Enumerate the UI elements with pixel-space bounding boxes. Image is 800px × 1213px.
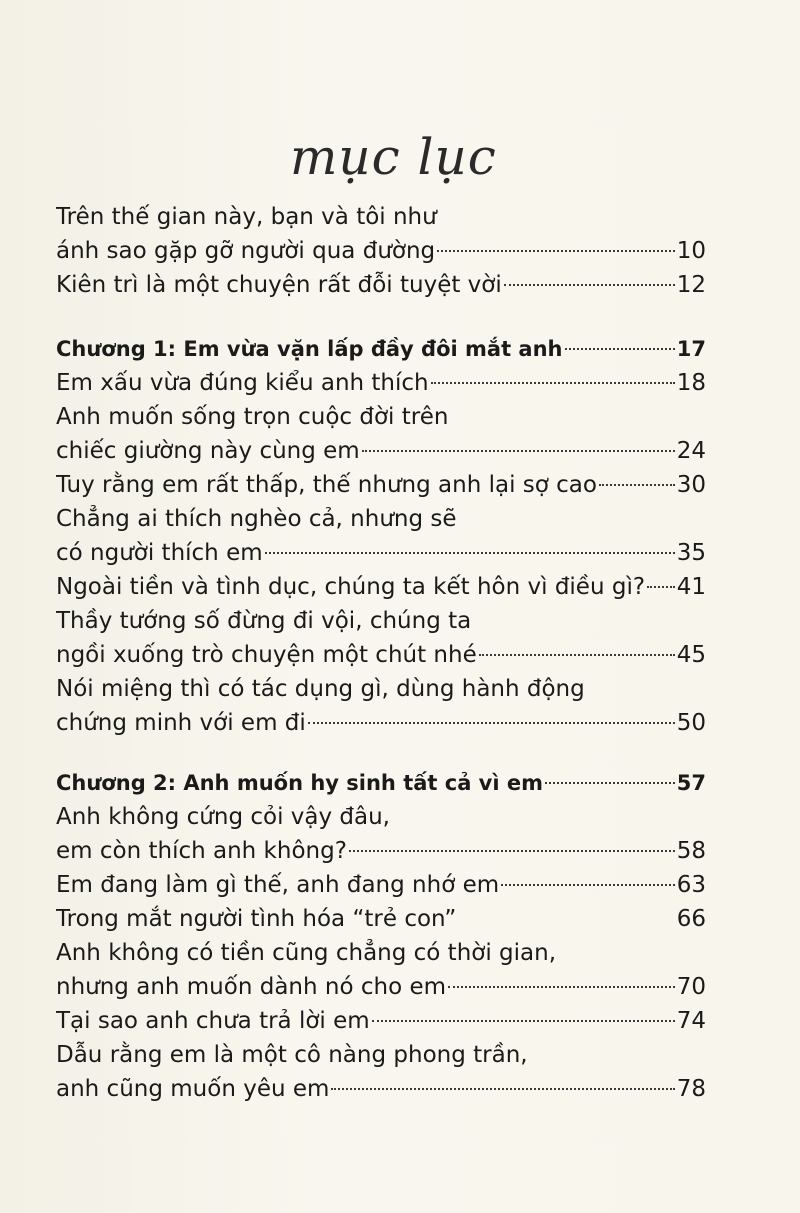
page-number: 57 [676,771,706,795]
toc-entry: Anh không có tiền cũng chẳng có thời gian, [56,940,557,966]
page-number: 18 [676,370,706,396]
toc-entry: Trong mắt người tình hóa “trẻ con” 66 [56,902,706,936]
page-number: 24 [676,438,706,464]
page-number: 50 [676,710,706,736]
toc-entry: chiếc giường này cùng em 24 [56,434,706,468]
page-number: 35 [676,540,706,566]
toc-entry: Dẫu rằng em là một cô nàng phong trần, [56,1042,528,1068]
toc-entry: Em đang làm gì thế, anh đang nhớ em 63 [56,868,706,902]
table-of-contents [56,200,706,1106]
toc-entry: ánh sao gặp gỡ người qua đường 10 [56,234,706,268]
page-number: 78 [676,1076,706,1102]
page-number: 41 [676,574,706,600]
page-number: 63 [676,872,706,898]
toc-entry: chứng minh với em đi 50 [56,706,706,740]
toc-entry: Kiên trì là một chuyện rất đỗi tuyệt vời 12 [56,268,706,302]
page-number: 58 [676,838,706,864]
page-number: 17 [676,337,706,361]
page-number: 45 [676,642,706,668]
toc-title: mục lục [290,128,497,186]
toc-entry: Trên thế gian này, bạn và tôi như [56,204,437,230]
toc-entry: anh cũng muốn yêu em 78 [56,1072,706,1106]
chapter-heading: Chương 2: Anh muốn hy sinh tất cả vì em 57 [56,766,706,800]
page-number: 74 [676,1008,706,1034]
page-number: 66 [676,906,706,932]
toc-entry: Anh không cứng cỏi vậy đâu, [56,804,390,830]
toc-entry: Chẳng ai thích nghèo cả, nhưng sẽ [56,506,457,532]
toc-entry: Em xấu vừa đúng kiểu anh thích 18 [56,366,706,400]
toc-entry: ngồi xuống trò chuyện một chút nhé 45 [56,638,706,672]
toc-entry: Thầy tướng số đừng đi vội, chúng ta [56,608,472,634]
toc-entry: nhưng anh muốn dành nó cho em 70 [56,970,706,1004]
page-number: 12 [676,272,706,298]
toc-entry: Anh muốn sống trọn cuộc đời trên [56,404,449,430]
toc-entry: có người thích em 35 [56,536,706,570]
page-number: 70 [676,974,706,1000]
toc-entry: Tại sao anh chưa trả lời em 74 [56,1004,706,1038]
chapter-heading: Chương 1: Em vừa vặn lấp đầy đôi mắt anh 17 [56,332,706,366]
page-number: 10 [676,238,706,264]
toc-entry: Tuy rằng em rất thấp, thế nhưng anh lại sợ cao 30 [56,468,706,502]
toc-entry: Ngoài tiền và tình dục, chúng ta kết hôn vì điều gì? 41 [56,570,706,604]
toc-entry: em còn thích anh không? 58 [56,834,706,868]
toc-entry: Nói miệng thì có tác dụng gì, dùng hành động [56,676,585,702]
page-number: 30 [676,472,706,498]
